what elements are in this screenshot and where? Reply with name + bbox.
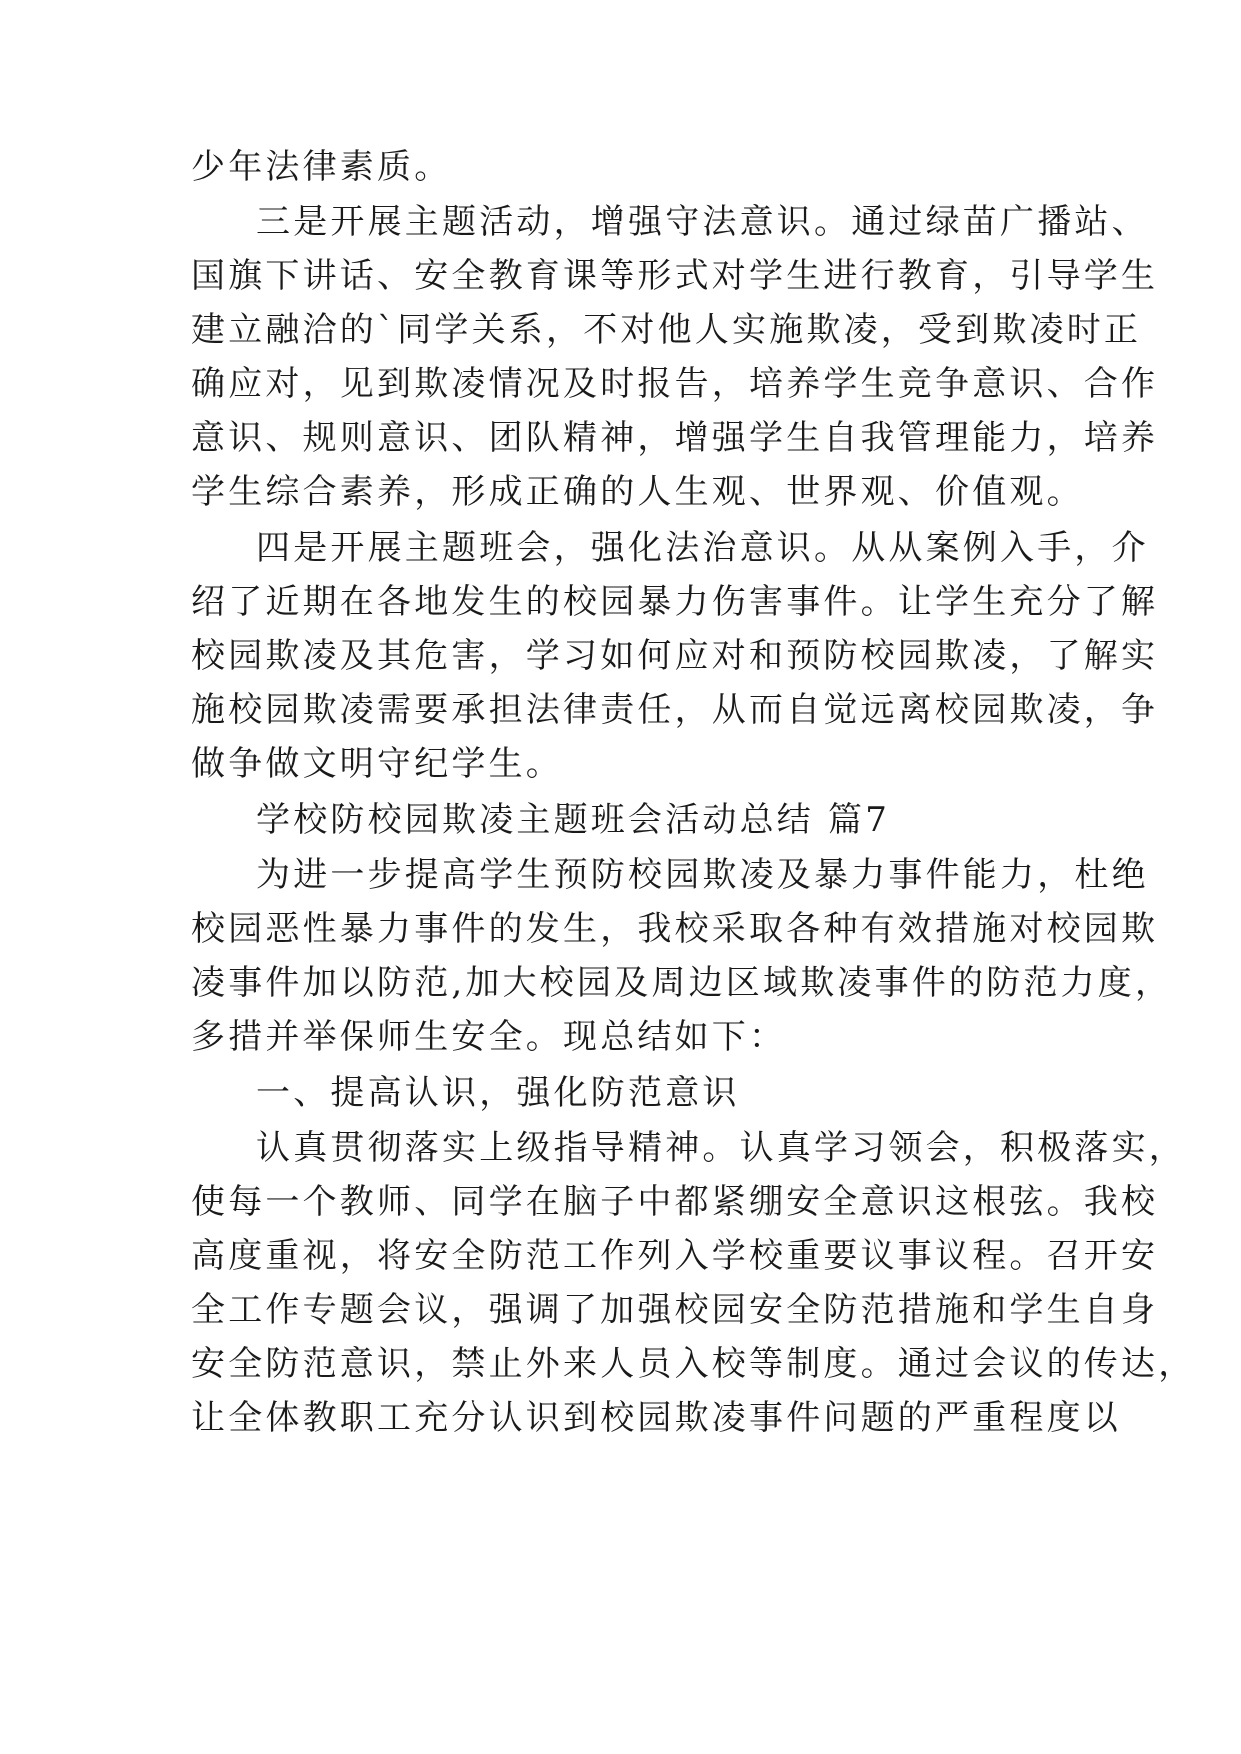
text-line: 让全体教职工充分认识到校园欺凌事件问题的严重程度以 [191,1398,1121,1438]
subsection-heading: 一、提高认识，强化防范意识 [256,1073,740,1113]
text-line: 做争做文明守纪学生。 [191,744,563,784]
text-line: 确应对，见到欺凌情况及时报告，培养学生竞争意识、合作 [191,364,1159,404]
text-line: 全工作专题会议，强调了加强校园安全防范措施和学生自身 [191,1290,1159,1330]
text-line: 安全防范意识，禁止外来人员入校等制度。通过会议的传达， [191,1344,1196,1384]
text-line: 校园欺凌及其危害，学习如何应对和预防校园欺凌，了解实 [191,636,1159,676]
text-line: 施校园欺凌需要承担法律责任，从而自觉远离校园欺凌，争 [191,690,1159,730]
text-line: 认真贯彻落实上级指导精神。认真学习领会，积极落实， [256,1128,1186,1168]
text-line: 使每一个教师、同学在脑子中都紧绷安全意识这根弦。我校 [191,1182,1159,1222]
text-line: 凌事件加以防范,加大校园及周边区域欺凌事件的防范力度， [191,963,1173,1003]
text-line: 国旗下讲话、安全教育课等形式对学生进行教育，引导学生 [191,256,1159,296]
text-line: 意识、规则意识、团队精神，增强学生自我管理能力，培养 [191,418,1159,458]
text-line: 三是开展主题活动，增强守法意识。通过绿苗广播站、 [256,202,1149,242]
text-line: 校园恶性暴力事件的发生，我校采取各种有效措施对校园欺 [191,909,1159,949]
text-line: 学生综合素养，形成正确的人生观、世界观、价值观。 [191,472,1084,512]
text-line: 少年法律素质。 [191,147,452,187]
section-heading: 学校防校园欺凌主题班会活动总结 篇7 [256,800,891,840]
text-line: 高度重视，将安全防范工作列入学校重要议事议程。召开安 [191,1236,1159,1276]
text-line: 建立融洽的`同学关系，不对他人实施欺凌，受到欺凌时正 [191,310,1142,350]
text-line: 绍了近期在各地发生的校园暴力伤害事件。让学生充分了解 [191,582,1159,622]
text-line: 为进一步提高学生预防校园欺凌及暴力事件能力，杜绝 [256,855,1149,895]
text-line: 四是开展主题班会，强化法治意识。从从案例入手，介 [256,528,1149,568]
text-line: 多措并举保师生安全。现总结如下： [191,1017,787,1057]
